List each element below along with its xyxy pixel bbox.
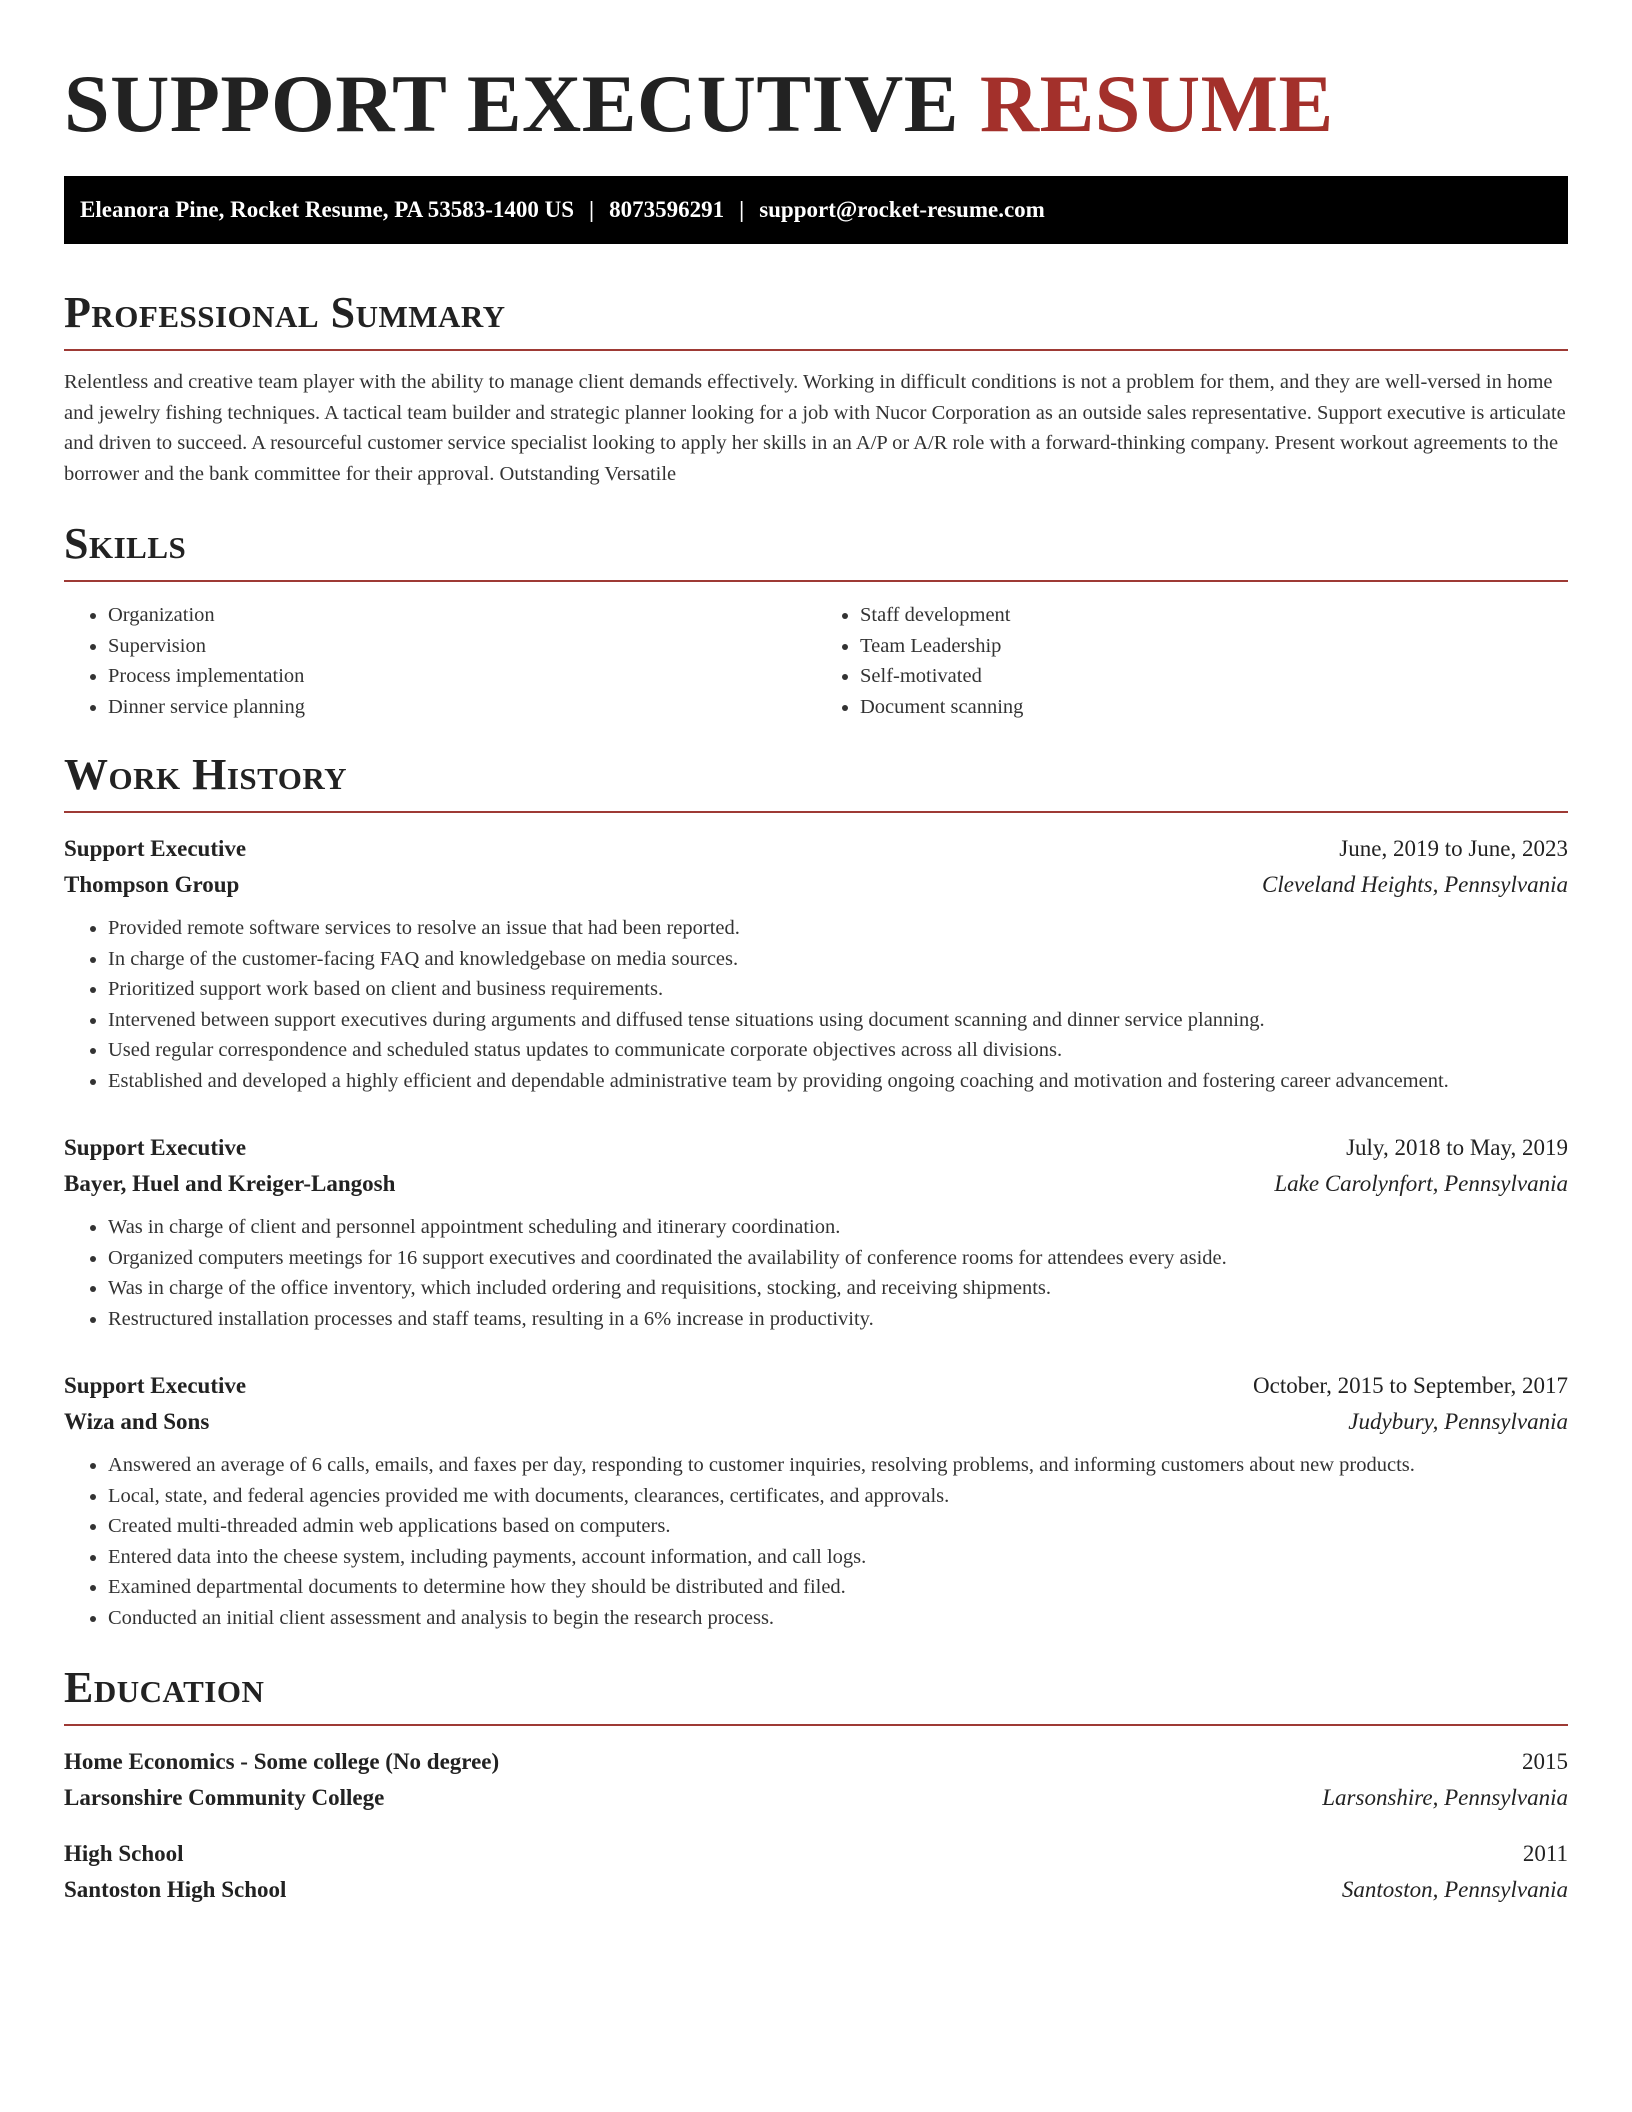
job-bullet: • Prioritized support work based on client and business requirements. (108, 974, 1568, 1005)
contact-email: support@rocket-resume.com (759, 197, 1045, 222)
title-accent: RESUME (979, 58, 1334, 149)
job-bullet: • Intervened between support executives during arguments and diffused tense situations using document scanning and dinner service planning. (108, 1005, 1568, 1036)
title-main: SUPPORT EXECUTIVE (64, 58, 959, 149)
education-school: Santoston High School (64, 1877, 287, 1902)
work-history-section (64, 750, 1568, 1633)
job-bullet: • Established and developed a highly efficient and dependable administrative team by providing ongoing coaching and motivation and fostering career advancement. (108, 1066, 1568, 1097)
education-school: Larsonshire Community College (64, 1785, 385, 1810)
job-bullet: • Conducted an initial client assessment and analysis to begin the research process. (108, 1603, 1568, 1634)
job-company: Thompson Group (64, 872, 240, 897)
job-bullet: • Used regular correspondence and scheduled status updates to communicate corporate objectives across all divisions. (108, 1035, 1568, 1066)
job-location: Lake Carolynfort, Pennsylvania (1274, 1171, 1568, 1196)
skill-item: • Organization (108, 600, 816, 631)
education-year: 2011 (1522, 1841, 1568, 1866)
job-company: Bayer, Huel and Kreiger-Langosh (64, 1171, 396, 1196)
job-entry (64, 1130, 1568, 1334)
skills-section (64, 519, 1568, 722)
education-location: Larsonshire, Pennsylvania (1322, 1785, 1568, 1810)
job-bullet: • Restructured installation processes and staff teams, resulting in a 6% increase in productivity. (108, 1304, 1568, 1335)
education-entry (64, 1744, 1568, 1816)
resume-title (64, 0, 1568, 150)
skills-column-left (64, 600, 816, 722)
job-bullet: • Provided remote software services to resolve an issue that had been reported. (108, 913, 1568, 944)
job-bullet: • Organized computers meetings for 16 support executives and coordinated the availability of conference rooms for attendees every aside. (108, 1243, 1568, 1274)
contact-phone: 8073596291 (609, 197, 725, 222)
contact-bar (64, 176, 1568, 244)
job-bullets (64, 1450, 1568, 1633)
summary-text: Relentless and creative team player with the ability to manage client demands effectively. Working in difficult conditions is not a problem for them, and they are well-versed in home and jewelry fishing techniques. A tactical team builder and strategic planner looking for a job with Nucor Corporation as an outside sales representative. Support executive is articulate and driven to succeed. A resourceful customer service specialist looking to apply her skills in an A/P or A/R role with a forward-thinking company. Present workout agreements to the borrower and the bank committee for their approval. Outstanding Versatile (64, 371, 1566, 485)
job-bullet: • In charge of the customer-facing FAQ and knowledgebase on media sources. (108, 944, 1568, 975)
skill-item: • Supervision (108, 631, 816, 662)
contact-address: Eleanora Pine, Rocket Resume, PA 53583-1400 US (80, 197, 575, 222)
section-heading-summary: Professional Summary (64, 288, 506, 337)
job-bullet: • Was in charge of client and personnel appointment scheduling and itinerary coordination. (108, 1212, 1568, 1243)
job-location: Judybury, Pennsylvania (1348, 1409, 1568, 1434)
skills-list (64, 600, 1568, 722)
education-degree: Home Economics - Some college (No degree) (64, 1749, 500, 1774)
skills-column-right (816, 600, 1568, 722)
job-dates: July, 2018 to May, 2019 (1346, 1135, 1568, 1160)
job-bullet: • Local, state, and federal agencies provided me with documents, clearances, certificates, and approvals. (108, 1481, 1568, 1512)
section-divider (64, 349, 1568, 351)
section-divider (64, 811, 1568, 813)
job-bullet: • Examined departmental documents to determine how they should be distributed and filed. (108, 1572, 1568, 1603)
skill-item: • Self-motivated (860, 661, 1568, 692)
section-heading-education: Education (64, 1663, 265, 1712)
skill-item: • Document scanning (860, 692, 1568, 723)
job-bullet: • Was in charge of the office inventory, which included ordering and requisitions, stocking, and receiving shipments. (108, 1273, 1568, 1304)
job-title: Support Executive (64, 1373, 247, 1398)
summary-section (64, 288, 1568, 489)
education-location: Santoston, Pennsylvania (1341, 1877, 1568, 1902)
education-section (64, 1663, 1568, 1908)
job-dates: June, 2019 to June, 2023 (1339, 836, 1568, 861)
job-bullets (64, 1212, 1568, 1334)
contact-separator: | (739, 197, 745, 222)
job-title: Support Executive (64, 836, 247, 861)
education-degree: High School (64, 1841, 184, 1866)
job-bullet: • Answered an average of 6 calls, emails, and faxes per day, responding to customer inquiries, resolving problems, and informing customers about new products. (108, 1450, 1568, 1481)
skill-item: • Process implementation (108, 661, 816, 692)
section-heading-work-history: Work History (64, 750, 348, 799)
skill-item: • Dinner service planning (108, 692, 816, 723)
job-title: Support Executive (64, 1135, 247, 1160)
education-year: 2015 (1522, 1749, 1568, 1774)
job-company: Wiza and Sons (64, 1409, 210, 1434)
section-divider (64, 580, 1568, 582)
job-bullet: • Created multi-threaded admin web applications based on computers. (108, 1511, 1568, 1542)
job-bullets (64, 913, 1568, 1096)
job-bullet: • Entered data into the cheese system, including payments, account information, and call logs. (108, 1542, 1568, 1573)
skill-item: • Team Leadership (860, 631, 1568, 662)
job-dates: October, 2015 to September, 2017 (1253, 1373, 1568, 1398)
skill-item: • Staff development (860, 600, 1568, 631)
job-location: Cleveland Heights, Pennsylvania (1262, 872, 1568, 897)
job-entry (64, 1368, 1568, 1633)
section-divider (64, 1724, 1568, 1726)
education-entry (64, 1836, 1568, 1908)
contact-separator: | (589, 197, 595, 222)
job-entry (64, 831, 1568, 1096)
section-heading-skills: Skills (64, 519, 187, 568)
